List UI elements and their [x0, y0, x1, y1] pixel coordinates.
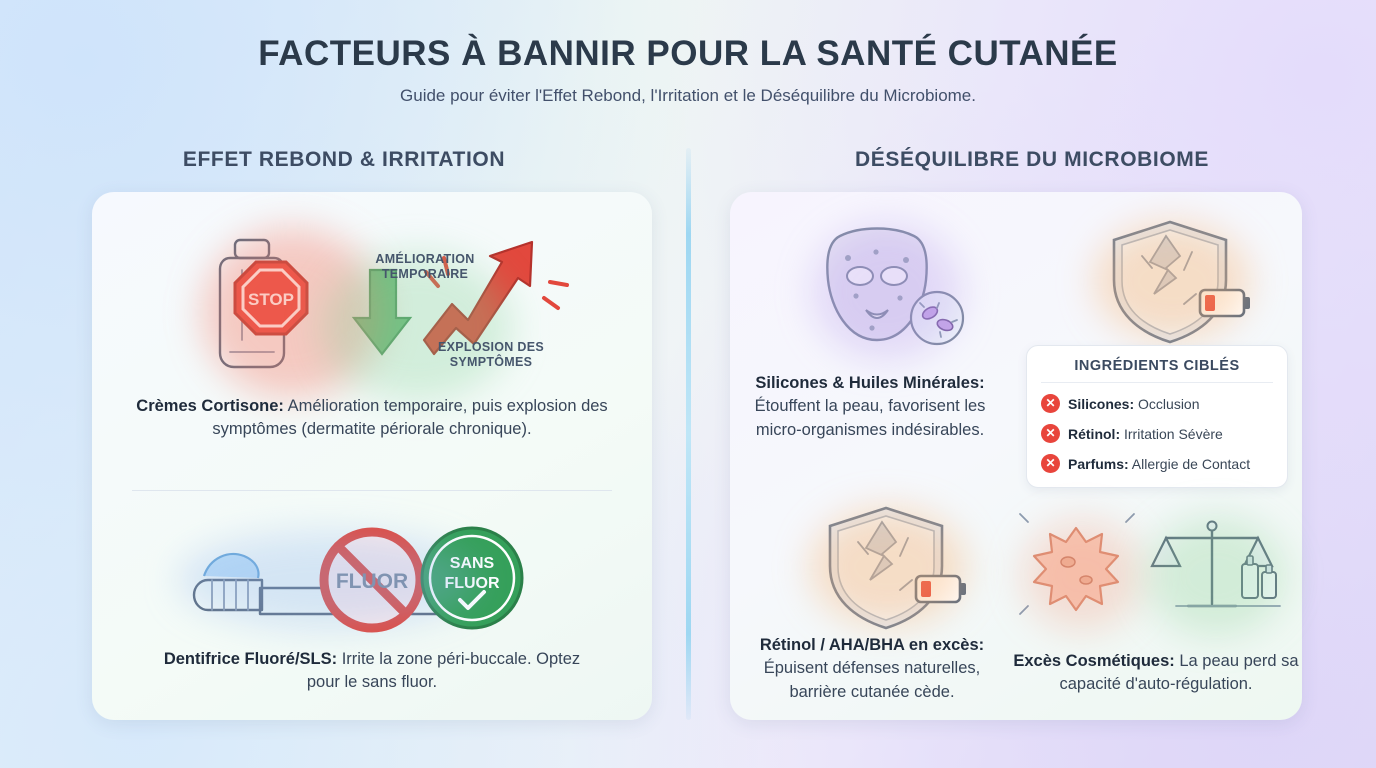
caption-retinol: [738, 634, 1006, 704]
targeted-ingredients-card: [1026, 345, 1288, 488]
caption-cortisone-term: Crèmes Cortisone:: [136, 397, 284, 415]
illustration-broken-shield-bottom: [796, 498, 986, 638]
header: [0, 0, 1376, 106]
vertical-divider: [686, 148, 691, 720]
page-title: FACTEURS À BANNIR POUR LA SANTÉ CUTANÉE: [258, 34, 1118, 73]
svg-text:FLUOR: FLUOR: [335, 570, 409, 593]
caption-retinol-text: Épuisent défenses naturelles, barrière cutanée cède.: [763, 659, 981, 701]
caption-cortisone: [120, 395, 624, 442]
ingredient-detail: Irritation Sévère: [1120, 425, 1223, 442]
caption-toothpaste-text: Irrite la zone péri-buccale. Optez pour le sans fluor.: [306, 650, 581, 692]
x-circle-icon: ✕: [1041, 424, 1060, 443]
caption-silicones-text: Étouffent la peau, favorisent les micro-organismes indésirables.: [754, 397, 986, 439]
caption-cosmetic-excess-term: Excès Cosmétiques:: [1013, 652, 1175, 670]
svg-text:FLUOR: FLUOR: [444, 575, 500, 592]
panel-left-separator: [132, 490, 612, 491]
illustration-cortisone-cream: [172, 212, 592, 402]
salmon-glow: [1022, 520, 1142, 630]
svg-text:STOP: STOP: [248, 290, 294, 309]
ingredient-row: [1041, 454, 1273, 473]
purple-glow: [812, 224, 962, 360]
caption-silicones-term: Silicones & Huiles Minérales:: [755, 374, 985, 392]
ingredient-detail: Allergie de Contact: [1128, 455, 1251, 472]
ingredient-name: Silicones:: [1068, 395, 1135, 412]
column-heading-right: DÉSÉQUILIBRE DU MICROBIOME: [855, 148, 1209, 171]
label-symptom-explosion: EXPLOSION DES SYMPTÔMES: [437, 340, 544, 369]
green-glow: [1146, 516, 1286, 636]
caption-cortisone-text: Amélioration temporaire, puis explosion des symptômes (dermatite périorale chronique).: [212, 397, 608, 439]
caption-silicones: [742, 372, 998, 442]
caption-retinol-term: Rétinol / AHA/BHA en excès:: [759, 636, 985, 654]
illustration-fluoride-toothpaste: [168, 518, 588, 638]
x-circle-icon: ✕: [1041, 394, 1060, 413]
label-temporary-improvement: AMÉLIORATION TEMPORAIRE: [375, 252, 475, 281]
orange-glow: [1094, 222, 1250, 340]
ingredient-name: Parfums:: [1068, 455, 1129, 472]
caption-cosmetic-excess: [1012, 650, 1300, 697]
svg-text:SANS: SANS: [449, 555, 495, 572]
ingredient-row: [1041, 424, 1273, 443]
illustration-broken-shield-top: [1080, 212, 1270, 352]
orange-glow: [810, 508, 966, 626]
illustration-silicones-mask: [800, 218, 990, 368]
blue-glow: [178, 532, 478, 628]
caption-toothpaste-term: Dentifrice Fluoré/SLS:: [163, 650, 338, 668]
illustration-cosmetic-excess: [1016, 510, 1292, 640]
x-circle-icon: ✕: [1041, 454, 1060, 473]
page-subtitle: Guide pour éviter l'Effet Rebond, l'Irritation et le Déséquilibre du Microbiome.: [400, 86, 976, 105]
column-heading-left: EFFET REBOND & IRRITATION: [182, 148, 506, 171]
targeted-ingredients-title: INGRÉDIENTS CIBLÉS: [1041, 358, 1273, 383]
ingredient-name: Rétinol:: [1068, 425, 1121, 442]
ingredient-row: [1041, 394, 1273, 413]
ingredient-detail: Occlusion: [1134, 395, 1200, 412]
caption-toothpaste: [150, 648, 594, 695]
caption-cosmetic-excess-text: La peau perd sa capacité d'auto-régulation.: [1059, 652, 1299, 694]
